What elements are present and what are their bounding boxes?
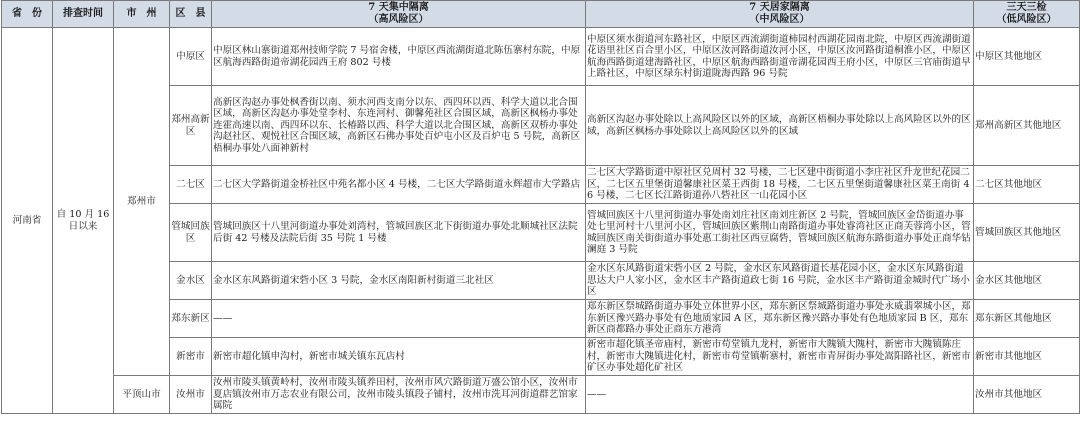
header-province: 省 份: [2, 1, 53, 28]
district-cell: 管城回族区: [170, 204, 212, 262]
district-cell: 汝州市: [170, 376, 212, 414]
high-risk-cell: 管城回族区十八里河街道办事处刘湾村，管城回族区北下街街道办事处北顺城社区法院后街 42 号楼及法院后街 35 号院 1 号楼: [212, 204, 586, 262]
mid-risk-cell: 新密市超化镇圣帝庙村，新密市苟堂镇九龙村，新密市大隗镇大隗村，新密市大隗镇陈庄村，新密市大隗镇进化村，新密市苟堂镇靳寨村，新密市青屏街办事处嵩阳路社区，新密市矿区办事处超化矿社区: [586, 338, 974, 376]
city-cell-zhengzhou: 郑州市: [114, 28, 170, 376]
header-time: 排查时间: [53, 1, 114, 28]
district-cell: 二七区: [170, 166, 212, 204]
header-mid-line2: （中风险区）: [749, 14, 810, 25]
district-cell: 中原区: [170, 28, 212, 86]
high-risk-cell: ——: [212, 300, 586, 338]
district-cell: 郑东新区: [170, 300, 212, 338]
mid-risk-cell: 管城回族区十八里河街道办事处南刘庄社区南刘庄新区 2 号院，管城回族区金岱街道办事处七里河村十八里河小区，管城回族区紫荆山南路街道办事处睿湾社区正商芙蓉湾小区，管城回族区南关街街道办事处惠工街社区西豆腐砦，管城回族区航海东路街道办事处正商华钻澜庭 3 号院: [586, 204, 974, 262]
district-cell: 郑州高新区: [170, 86, 212, 166]
low-risk-cell: 郑东新区其他地区: [974, 300, 1080, 338]
high-risk-cell: 中原区林山寨街道郑州技师学院 7 号宿舍楼，中原区西流湖街道北陈伍寨村东院，中原区航海西路街道帝湖花园西王府 802 号楼: [212, 28, 586, 86]
header-mid-line1: 7 天居家隔离: [749, 2, 810, 13]
high-risk-cell: 新密市超化镇申沟村，新密市城关镇东瓦店村: [212, 338, 586, 376]
high-risk-cell: 二七区大学路街道金桥社区中苑名都小区 4 号楼，二七区大学路街道永辉超市大学路店: [212, 166, 586, 204]
header-mid-risk: [586, 1, 974, 28]
header-high-line1: 7 天集中隔离: [368, 2, 429, 13]
header-high-risk: [212, 1, 586, 28]
city-cell-pingdingshan: 平顶山市: [114, 376, 170, 414]
low-risk-cell: 郑州高新区其他地区: [974, 86, 1080, 166]
high-risk-cell: 汝州市陵头镇黄岭村，汝州市陵头镇养田村，汝州市风穴路街道万盛公馆小区，汝州市夏店镇汝州市万志农业有限公司，汝州市陵头镇段子铺村，汝州市洗耳河街道群艺馆家属院: [212, 376, 586, 414]
district-cell: 金水区: [170, 262, 212, 300]
low-risk-cell: 中原区其他地区: [974, 28, 1080, 86]
header-row: [2, 1, 1080, 28]
header-low-risk: [974, 1, 1080, 28]
header-district: 区 县: [170, 1, 212, 28]
high-risk-cell: 高新区沟赵办事处枫香街以南、须水河西支南分以东、西四环以西、科学大道以北合围区域，高新区沟赵办事处堂李村、东连河村、御馨苑社区合围区域，高新区枫杨办事处连霍高速以南、西四环以东、长椿路以西、科学大道以北合围区域，高新区双桥办事处沟赵社区、观悦社区合围区域，高新区石佛办事处百炉屯小区及百炉屯 5 号院，高新区梧桐办事处八面神新村: [212, 86, 586, 166]
header-low-line1: 三天三检: [1006, 2, 1047, 13]
mid-risk-cell: ——: [586, 376, 974, 414]
table-row: [2, 28, 1080, 86]
header-low-line2: （低风险区）: [996, 14, 1057, 25]
mid-risk-cell: 二七区大学路街道中原社区兑周村 32 号楼，二七区建中街街道小李庄社区升龙世纪花园二区，二七区五里堡街道馨康社区菜王西街 18 号楼，二七区五里堡街道馨康社区菜王南街 46 号楼，二七区长江路街道孙八砦社区一山花园小区: [586, 166, 974, 204]
province-cell: 河南省: [2, 28, 53, 414]
risk-area-table: [1, 0, 1080, 414]
time-cell: 自 10 月 16 日以来: [53, 28, 114, 414]
table-row: [2, 376, 1080, 414]
low-risk-cell: 管城回族区其他地区: [974, 204, 1080, 262]
mid-risk-cell: 高新区沟赵办事处除以上高风险区以外的区域，高新区梧桐办事处除以上高风险区以外的区域，高新区枫杨办事处除以上高风险区以外的区域: [586, 86, 974, 166]
mid-risk-cell: 中原区须水街道河东路社区，中原区西流湖街道柿园村西湖花园南北院，中原区西流湖街道花语里社区百合里小区，中原区汝河路街道汝河小区，中原区汝河路街道桐淮小区，中原区航海西路街道建海路社区，中原区航海西路街道帝湖花园西王府小区，中原区三官庙街道早上路社区，中原区绿东村街道陇海西路 96 号院: [586, 28, 974, 86]
header-city: 市 州: [114, 1, 170, 28]
header-high-line2: （高风险区）: [368, 14, 429, 25]
low-risk-cell: 新密市其他地区: [974, 338, 1080, 376]
low-risk-cell: 汝州市其他地区: [974, 376, 1080, 414]
mid-risk-cell: 郑东新区祭城路街道办事处立体世界小区，郑东新区祭城路街道办事处永威翡翠城小区，郑东新区豫兴路办事处有色地质家园 A 区，郑东新区豫兴路办事处有色地质家园 B 区，郑东新区商都路办事处正商东方港湾: [586, 300, 974, 338]
low-risk-cell: 金水区其他地区: [974, 262, 1080, 300]
mid-risk-cell: 金水区东风路街道宋砦小区 2 号院，金水区东风路街道长基花园小区，金水区东风路街道思达大户人家小区，金水区丰产路街道政七街 16 号院，金水区丰产路街道金城时代广场小区: [586, 262, 974, 300]
high-risk-cell: 金水区东风路街道宋砦小区 3 号院，金水区南阳新村街道三北社区: [212, 262, 586, 300]
district-cell: 新密市: [170, 338, 212, 376]
low-risk-cell: 二七区其他地区: [974, 166, 1080, 204]
